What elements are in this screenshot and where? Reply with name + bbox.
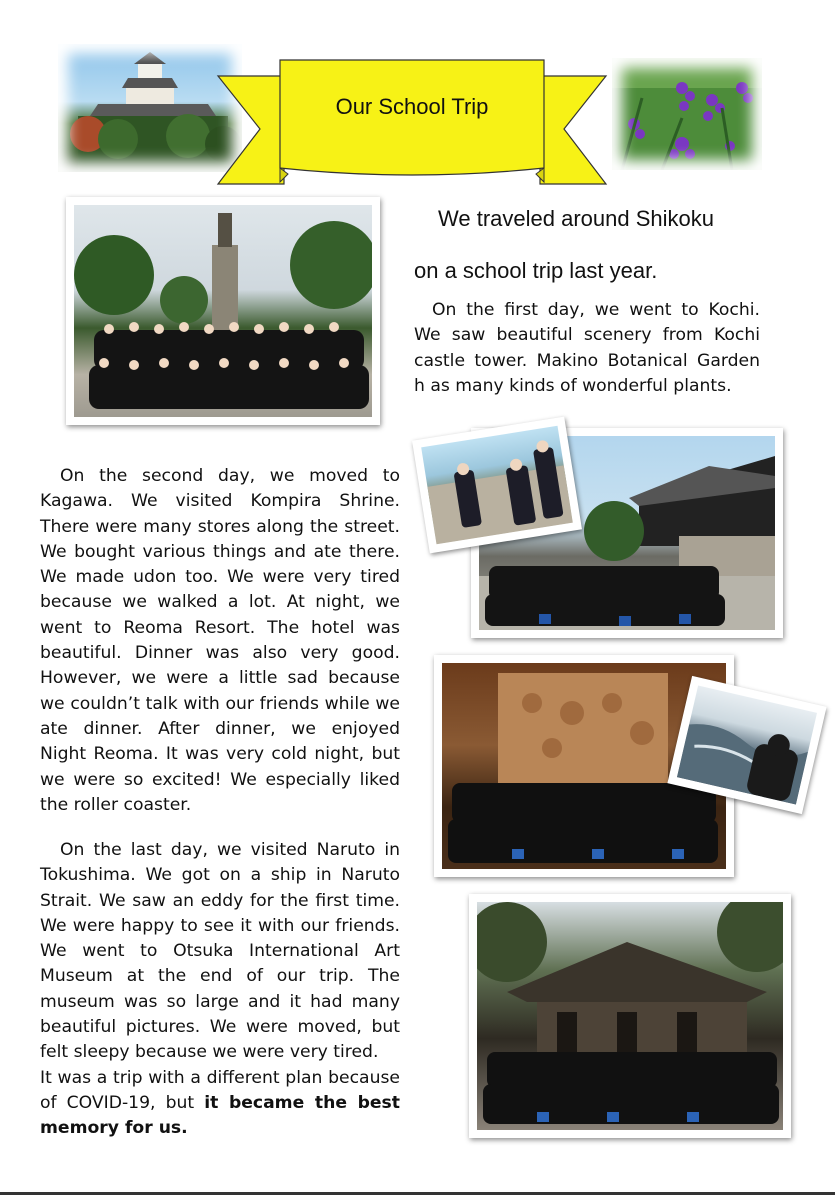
paragraph-day2 [40, 464, 400, 818]
paragraph-closing [40, 1066, 400, 1142]
heading-line-1: We traveled around Shikoku [438, 206, 714, 231]
kompira-stairs-photo [412, 417, 582, 554]
closing-emphasis: it became the best memory for us. [40, 1092, 400, 1139]
statue-group-photo [66, 197, 380, 425]
orchid-photo [612, 58, 762, 170]
shrine-group-photo [469, 894, 791, 1138]
page-bottom-rule [0, 1192, 835, 1195]
heading-line-2: on a school trip last year. [414, 258, 658, 283]
paragraph-day3 [40, 838, 400, 1142]
paragraph-day2-text: On the second day, we moved to Kagawa. We visited Kompira Shrine. There were many stores along the street. We bought various things and ate there. We made udon too. We were very tired because we walked a lot. At night, we went to Reoma Resort. The hotel was beautiful. Dinner was also very good. However, we were a little sad because we couldn’t talk with our friends while we ate dinner. After dinner, we enjoyed Night Reoma. It was very cold night, but we were so excited! We especially liked the roller coaster. [40, 466, 400, 815]
paragraph-day3-text: On the last day, we visited Naruto in Tokushima. We got on a ship in Naruto Strait. We saw an eddy for the first time. We were happy to see it with our friends. We went to Otsuka International Art Museum at the end of our trip. The museum was so large and it had many beautiful pictures. We were moved, but felt sleepy because we were very tired. [40, 840, 400, 1063]
page-title: Our School Trip [335, 94, 489, 119]
paragraph-day1 [414, 298, 760, 399]
closing-text: It was a trip with a different plan because of COVID-19, but [40, 1067, 400, 1113]
paragraph-day1-text: On the first day, we went to Kochi. We saw beautiful scenery from Kochi castle tower. Makino Botanical Garden h as many kinds of wonderful plants. [414, 300, 760, 396]
title-banner [214, 52, 610, 188]
